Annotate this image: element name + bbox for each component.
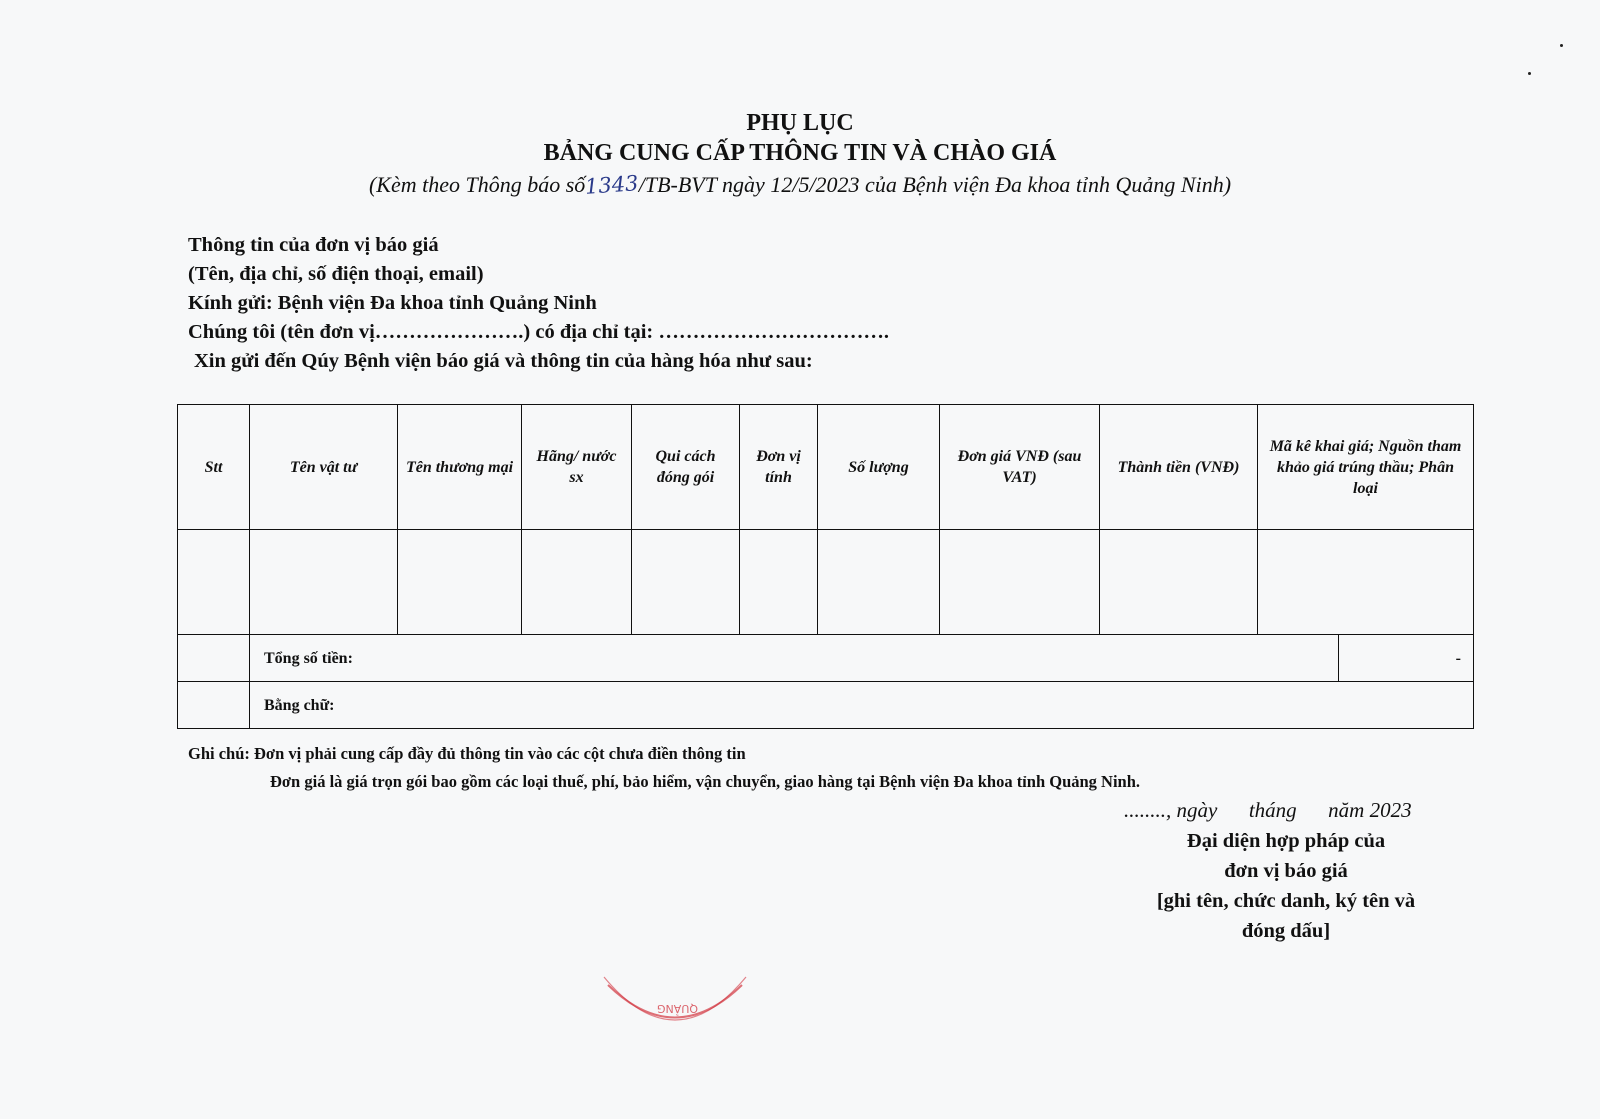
signature-line-1: Đại diện hợp pháp của [1186,830,1386,852]
header-unit: Đơn vị tính [740,405,818,530]
cell-trade-name[interactable] [398,530,522,635]
cell-item-name[interactable] [250,530,398,635]
signature-line-2: đơn vị báo giá [1224,860,1348,882]
company-address-line: Chúng tôi (tên đơn vị………………….) có địa chỉ tại: ……………………………. [188,321,889,343]
document-title: BẢNG CUNG CẤP THÔNG TIN VÀ CHÀO GIÁ [543,140,1057,166]
document-subtitle [0,172,1600,198]
stamp-text: QUẢNG [657,1002,698,1015]
cell-unit-price[interactable] [940,530,1100,635]
note-line-1: Ghi chú: Đơn vị phải cung cấp đầy đủ thông tin vào các cột chưa điền thông tin [188,744,746,763]
header-packaging: Qui cách đóng gói [632,405,740,530]
cell-price-code[interactable] [1258,530,1474,635]
cell-amount[interactable] [1100,530,1258,635]
scan-speck [1560,44,1563,47]
recipient-line: Kính gửi: Bệnh viện Đa khoa tỉnh Quảng Ninh [188,292,597,314]
supplier-info-heading: Thông tin của đơn vị báo giá [188,234,439,256]
words-label[interactable]: Bằng chữ: [250,682,1474,729]
note-line-2: Đơn giá là giá trọn gói bao gồm các loại thuế, phí, bảo hiểm, vận chuyển, giao hàng tại Bệnh viện Đa khoa tỉnh Quảng Ninh. [270,772,1141,791]
stamp-mark [600,975,750,1040]
header-amount: Thành tiền (VNĐ) [1100,405,1258,530]
cell-unit[interactable] [740,530,818,635]
table-row [178,530,1474,635]
cell-stt[interactable] [178,530,250,635]
subtitle-suffix: /TB-BVT ngày 12/5/2023 của Bệnh viện Đa khoa tỉnh Quảng Ninh) [638,172,1232,197]
subtitle-prefix: (Kèm theo Thông báo số [368,172,586,197]
signature-line-3: [ghi tên, chức danh, ký tên và [1156,890,1416,912]
signature-line-4: đóng dấu] [1241,920,1331,942]
words-row [178,682,1474,729]
page-title: PHỤ LỤC [746,110,854,136]
table-header-row [178,405,1474,530]
supplier-info-hint: (Tên, địa chỉ, số điện thoại, email) [188,263,484,285]
header-manufacturer: Hãng/ nước sx [522,405,632,530]
total-label: Tổng số tiền: [250,635,1339,682]
header-price-code: Mã kê khai giá; Nguồn tham khảo giá trúng thầu; Phân loại [1258,405,1474,530]
header-unit-price: Đơn giá VNĐ (sau VAT) [940,405,1100,530]
words-stt-cell [178,682,250,729]
cell-manufacturer[interactable] [522,530,632,635]
cell-quantity[interactable] [818,530,940,635]
scan-speck [1528,72,1531,75]
header-quantity: Số lượng [818,405,940,530]
header-item-name: Tên vật tư [250,405,398,530]
total-value[interactable]: - [1339,635,1474,682]
header-trade-name: Tên thương mại [398,405,522,530]
total-stt-cell [178,635,250,682]
handwritten-number: 1343 [584,171,640,199]
date-line: ........, ngày tháng năm 2023 [1124,798,1412,822]
quote-table [177,404,1474,729]
cell-packaging[interactable] [632,530,740,635]
request-line: Xin gửi đến Qúy Bệnh viện báo giá và thông tin của hàng hóa như sau: [194,350,813,372]
total-row [178,635,1474,682]
header-stt: Stt [178,405,250,530]
